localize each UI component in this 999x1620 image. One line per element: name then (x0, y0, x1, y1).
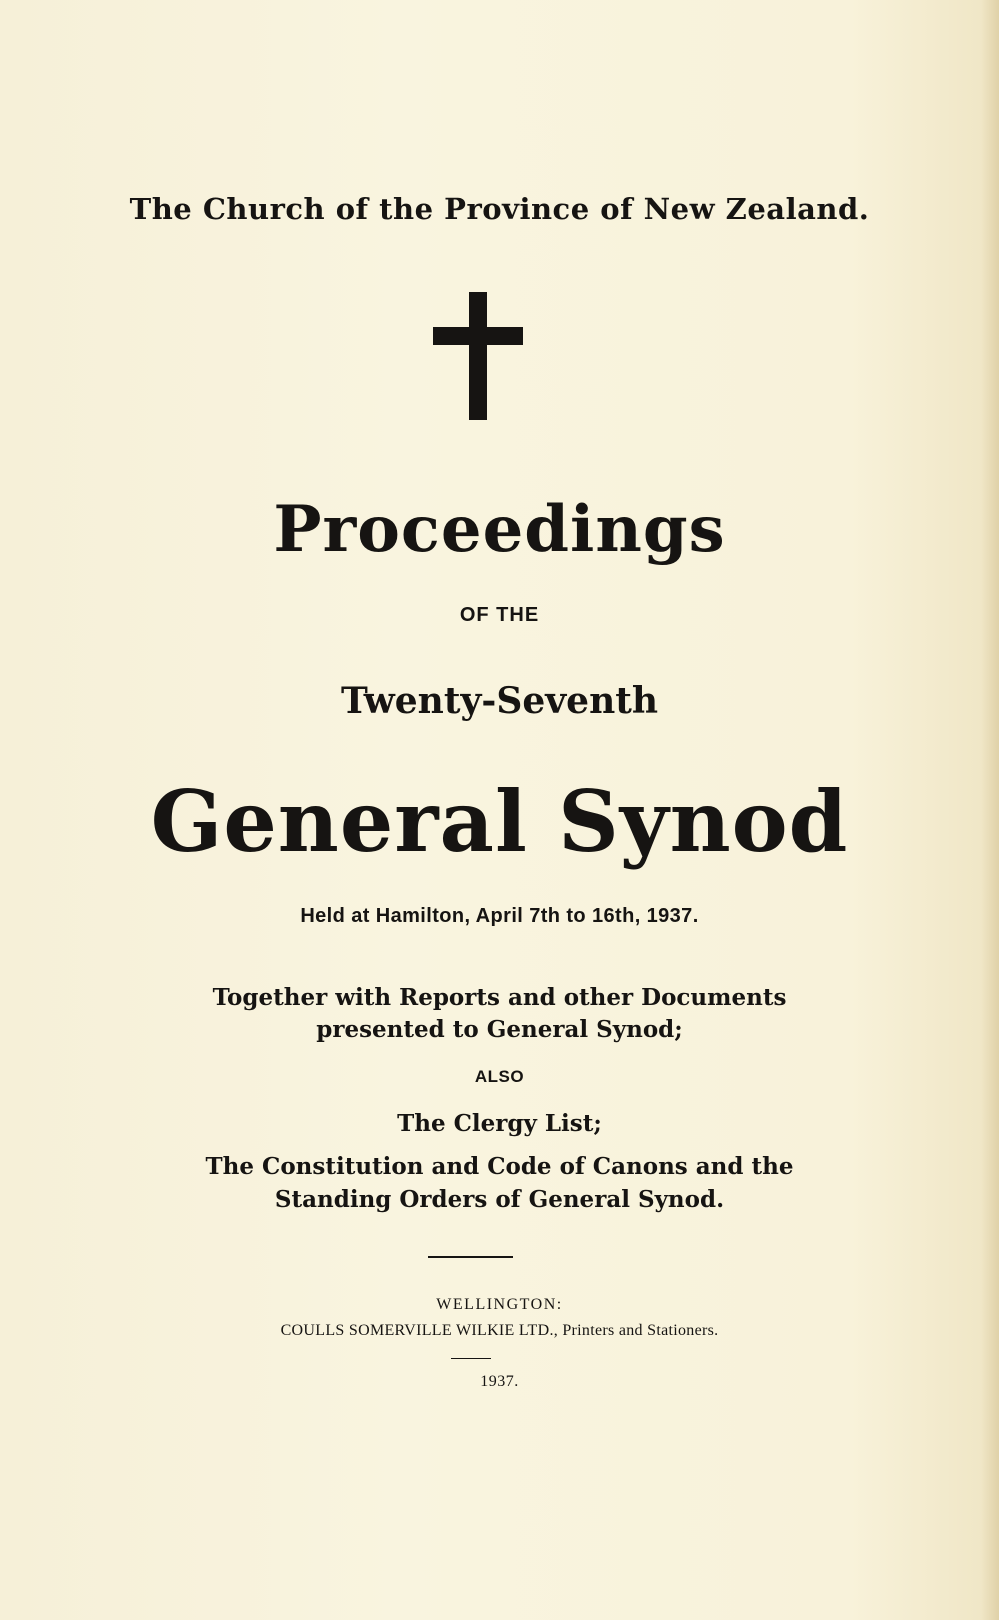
province-heading: The Church of the Province of New Zealand. (129, 192, 870, 226)
cross-icon (433, 292, 523, 420)
constitution-line-1: The Constitution and Code of Canons and the (205, 1153, 794, 1180)
clergy-list-line: The Clergy List; (397, 1110, 602, 1137)
divider (428, 1256, 513, 1258)
contents-line-2: presented to General Synod; (316, 1016, 683, 1043)
synod-ordinal: Twenty-Seventh (340, 680, 659, 722)
imprint-printer: COULLS SOMERVILLE WILKIE LTD., Printers and Stationers. (280, 1322, 719, 1339)
of-the-label: OF THE (459, 604, 540, 626)
also-label: ALSO (474, 1067, 525, 1086)
synod-title: General Synod (150, 772, 849, 871)
imprint-city: WELLINGTON: (436, 1296, 563, 1313)
imprint-year: 1937. (480, 1373, 519, 1390)
contents-line-1: Together with Reports and other Documents (212, 984, 787, 1011)
document-title: Proceedings (273, 492, 726, 567)
divider (451, 1358, 491, 1359)
held-line: Held at Hamilton, April 7th to 16th, 1937. (300, 905, 699, 927)
constitution-line-2: Standing Orders of General Synod. (274, 1186, 725, 1213)
